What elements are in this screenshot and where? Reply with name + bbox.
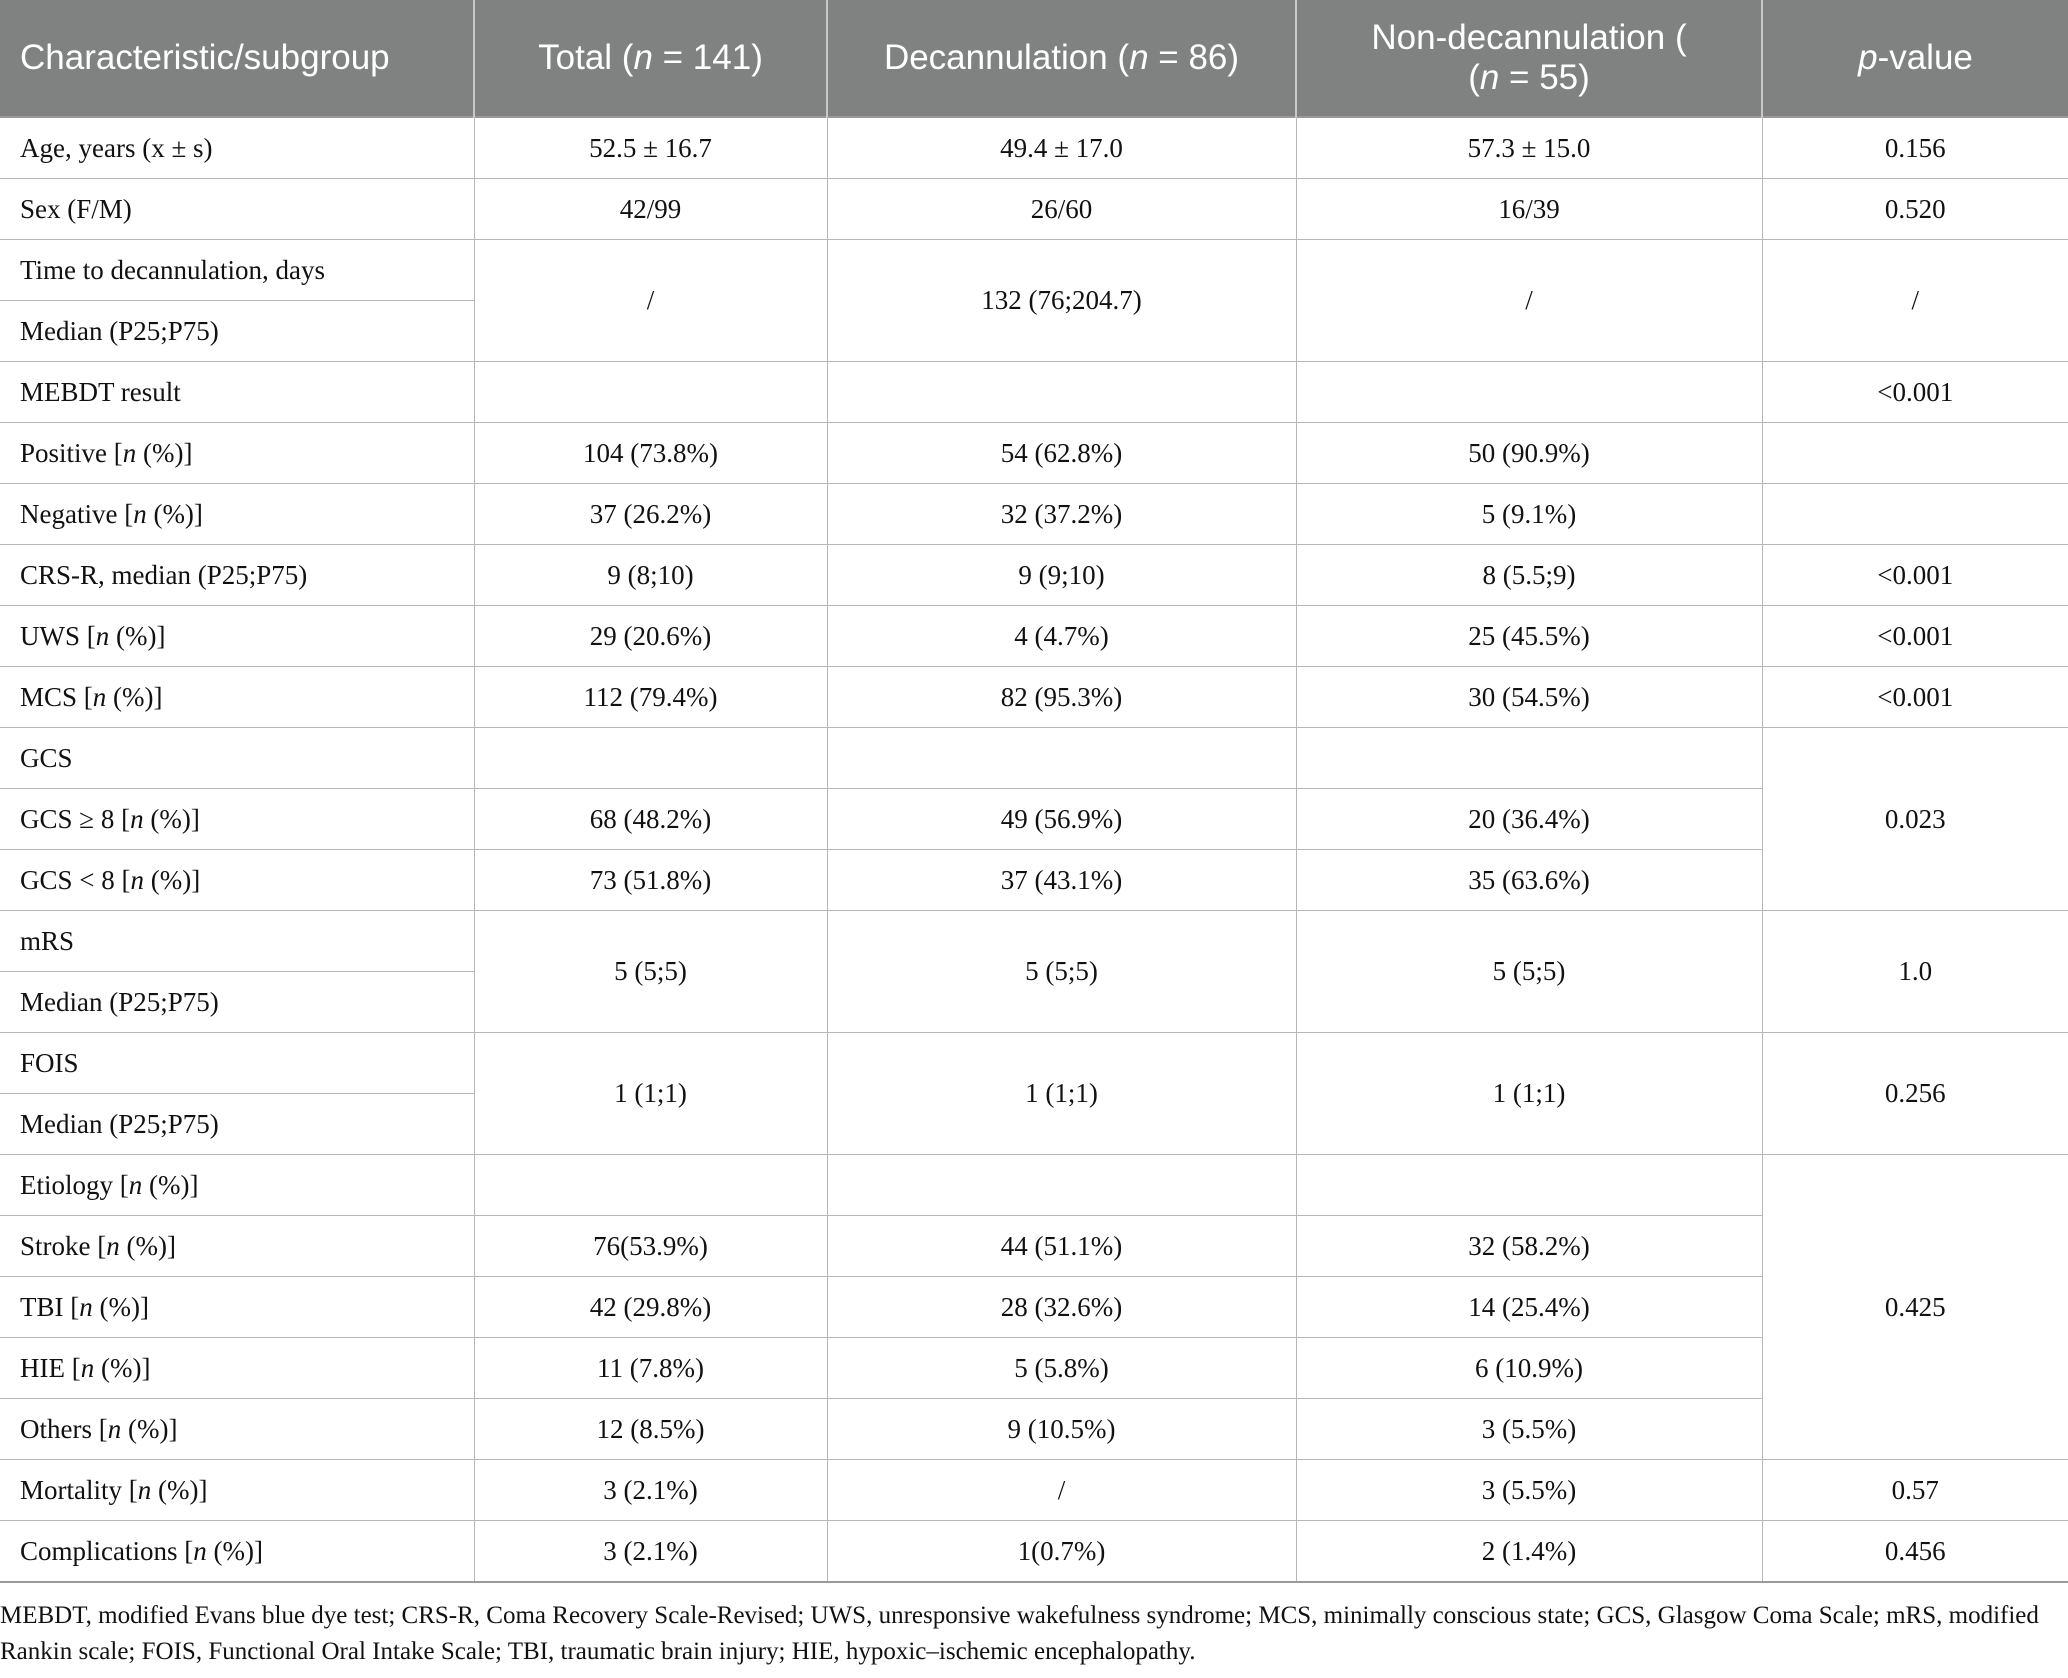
cell-total: 68 (48.2%): [474, 789, 827, 850]
cell-total: [474, 362, 827, 423]
cell-p-value: 0.023: [1762, 728, 2068, 911]
cell-total: /: [474, 240, 827, 362]
row-sublabel: Median (P25;P75): [0, 972, 474, 1033]
table-row: [0, 484, 2068, 545]
cell-p-value: 0.520: [1762, 179, 2068, 240]
cell-total: [474, 1155, 827, 1216]
cell-non-decannulation: 25 (45.5%): [1296, 606, 1762, 667]
table-row: [0, 1460, 2068, 1521]
cell-p-value: 0.256: [1762, 1033, 2068, 1155]
row-label: Others [n (%)]: [0, 1399, 474, 1460]
row-label: TBI [n (%)]: [0, 1277, 474, 1338]
cell-non-decannulation: 3 (5.5%): [1296, 1399, 1762, 1460]
cell-decannulation: 44 (51.1%): [827, 1216, 1296, 1277]
table-row: [0, 1277, 2068, 1338]
cell-p-value: [1762, 484, 2068, 545]
cell-total: 73 (51.8%): [474, 850, 827, 911]
cell-decannulation: /: [827, 1460, 1296, 1521]
table-row: [0, 1155, 2068, 1216]
cell-decannulation: 1 (1;1): [827, 1033, 1296, 1155]
cell-decannulation: 4 (4.7%): [827, 606, 1296, 667]
cell-p-value: <0.001: [1762, 545, 2068, 606]
row-label: FOIS: [0, 1033, 474, 1094]
cell-total: 11 (7.8%): [474, 1338, 827, 1399]
row-label: UWS [n (%)]: [0, 606, 474, 667]
cell-decannulation: 1(0.7%): [827, 1521, 1296, 1583]
table-row: [0, 423, 2068, 484]
row-label: GCS ≥ 8 [n (%)]: [0, 789, 474, 850]
cell-non-decannulation: 32 (58.2%): [1296, 1216, 1762, 1277]
row-sublabel: Median (P25;P75): [0, 1094, 474, 1155]
cell-decannulation: 32 (37.2%): [827, 484, 1296, 545]
cell-decannulation: [827, 728, 1296, 789]
row-label: MCS [n (%)]: [0, 667, 474, 728]
cell-total: 37 (26.2%): [474, 484, 827, 545]
row-label: Etiology [n (%)]: [0, 1155, 474, 1216]
cell-decannulation: 28 (32.6%): [827, 1277, 1296, 1338]
header-p-value: p-value: [1762, 0, 2068, 117]
table-row: [0, 1399, 2068, 1460]
cell-decannulation: 26/60: [827, 179, 1296, 240]
table-row: [0, 1521, 2068, 1583]
cell-p-value: /: [1762, 240, 2068, 362]
table-row: [0, 362, 2068, 423]
cell-total: 3 (2.1%): [474, 1521, 827, 1583]
table-row: [0, 1033, 2068, 1094]
cell-non-decannulation: 30 (54.5%): [1296, 667, 1762, 728]
cell-decannulation: 9 (10.5%): [827, 1399, 1296, 1460]
table-row: [0, 240, 2068, 301]
table-row: [0, 606, 2068, 667]
header-total: Total (n = 141): [474, 0, 827, 117]
row-label: Positive [n (%)]: [0, 423, 474, 484]
cell-decannulation: 49 (56.9%): [827, 789, 1296, 850]
cell-decannulation: 9 (9;10): [827, 545, 1296, 606]
cell-non-decannulation: [1296, 1155, 1762, 1216]
cell-p-value: 0.156: [1762, 117, 2068, 179]
header-decannulation: Decannulation (n = 86): [827, 0, 1296, 117]
row-label: Complications [n (%)]: [0, 1521, 474, 1583]
cell-decannulation: 5 (5;5): [827, 911, 1296, 1033]
cell-p-value: 1.0: [1762, 911, 2068, 1033]
table-row: [0, 728, 2068, 789]
cell-decannulation: 54 (62.8%): [827, 423, 1296, 484]
cell-non-decannulation: /: [1296, 240, 1762, 362]
cell-total: 76(53.9%): [474, 1216, 827, 1277]
cell-p-value: 0.57: [1762, 1460, 2068, 1521]
cell-non-decannulation: 5 (5;5): [1296, 911, 1762, 1033]
cell-non-decannulation: 50 (90.9%): [1296, 423, 1762, 484]
row-label: GCS: [0, 728, 474, 789]
table-row: [0, 1216, 2068, 1277]
cell-non-decannulation: 1 (1;1): [1296, 1033, 1762, 1155]
cell-total: 12 (8.5%): [474, 1399, 827, 1460]
cell-total: 29 (20.6%): [474, 606, 827, 667]
header-row: [0, 0, 2068, 117]
row-label: Sex (F/M): [0, 179, 474, 240]
cell-non-decannulation: 35 (63.6%): [1296, 850, 1762, 911]
cell-decannulation: 5 (5.8%): [827, 1338, 1296, 1399]
row-label: mRS: [0, 911, 474, 972]
cell-non-decannulation: [1296, 362, 1762, 423]
cell-non-decannulation: 6 (10.9%): [1296, 1338, 1762, 1399]
cell-total: 3 (2.1%): [474, 1460, 827, 1521]
row-label: Time to decannulation, days: [0, 240, 474, 301]
cell-decannulation: 82 (95.3%): [827, 667, 1296, 728]
cell-total: [474, 728, 827, 789]
table-row: [0, 117, 2068, 179]
header-characteristic: Characteristic/subgroup: [0, 0, 474, 117]
cell-total: 9 (8;10): [474, 545, 827, 606]
row-label: Mortality [n (%)]: [0, 1460, 474, 1521]
table-footnote: MEBDT, modified Evans blue dye test; CRS-R, Coma Recovery Scale-Revised; UWS, unresponsive wakefulness syndrome; MCS, minimally conscious state; GCS, Glasgow Coma Scale; mRS, modified Rankin scale; FOIS, Functional Oral Intake Scale; TBI, traumatic brain injury; HIE, hypoxic–ischemic encephalopathy.: [0, 1602, 2039, 1665]
cell-decannulation: [827, 362, 1296, 423]
cell-decannulation: [827, 1155, 1296, 1216]
cell-p-value: [1762, 423, 2068, 484]
header-non-decannulation: Non-decannulation ( (n = 55): [1296, 0, 1762, 117]
cell-p-value: <0.001: [1762, 606, 2068, 667]
cell-p-value: 0.456: [1762, 1521, 2068, 1583]
cell-total: 42 (29.8%): [474, 1277, 827, 1338]
cell-non-decannulation: [1296, 728, 1762, 789]
row-label: Negative [n (%)]: [0, 484, 474, 545]
row-label: GCS < 8 [n (%)]: [0, 850, 474, 911]
cell-non-decannulation: 5 (9.1%): [1296, 484, 1762, 545]
cell-total: 52.5 ± 16.7: [474, 117, 827, 179]
cell-p-value: 0.425: [1762, 1155, 2068, 1460]
row-label: Age, years (x ± s): [0, 117, 474, 179]
row-label: CRS-R, median (P25;P75): [0, 545, 474, 606]
row-label: MEBDT result: [0, 362, 474, 423]
cell-non-decannulation: 16/39: [1296, 179, 1762, 240]
cell-total: 5 (5;5): [474, 911, 827, 1033]
table-row: [0, 789, 2068, 850]
table-row: [0, 179, 2068, 240]
cell-p-value: <0.001: [1762, 667, 2068, 728]
row-label: HIE [n (%)]: [0, 1338, 474, 1399]
cell-non-decannulation: 57.3 ± 15.0: [1296, 117, 1762, 179]
cell-total: 1 (1;1): [474, 1033, 827, 1155]
cell-non-decannulation: 14 (25.4%): [1296, 1277, 1762, 1338]
table-row: [0, 850, 2068, 911]
cell-non-decannulation: 20 (36.4%): [1296, 789, 1762, 850]
row-sublabel: Median (P25;P75): [0, 301, 474, 362]
cell-decannulation: 37 (43.1%): [827, 850, 1296, 911]
table-row: [0, 911, 2068, 972]
cell-decannulation: 132 (76;204.7): [827, 240, 1296, 362]
table-row: [0, 1338, 2068, 1399]
cell-total: 104 (73.8%): [474, 423, 827, 484]
cell-total: 42/99: [474, 179, 827, 240]
cell-decannulation: 49.4 ± 17.0: [827, 117, 1296, 179]
row-label: Stroke [n (%)]: [0, 1216, 474, 1277]
table-row: [0, 545, 2068, 606]
cell-non-decannulation: 8 (5.5;9): [1296, 545, 1762, 606]
table-row: [0, 667, 2068, 728]
cell-non-decannulation: 2 (1.4%): [1296, 1521, 1762, 1583]
cell-total: 112 (79.4%): [474, 667, 827, 728]
cell-p-value: <0.001: [1762, 362, 2068, 423]
cell-non-decannulation: 3 (5.5%): [1296, 1460, 1762, 1521]
